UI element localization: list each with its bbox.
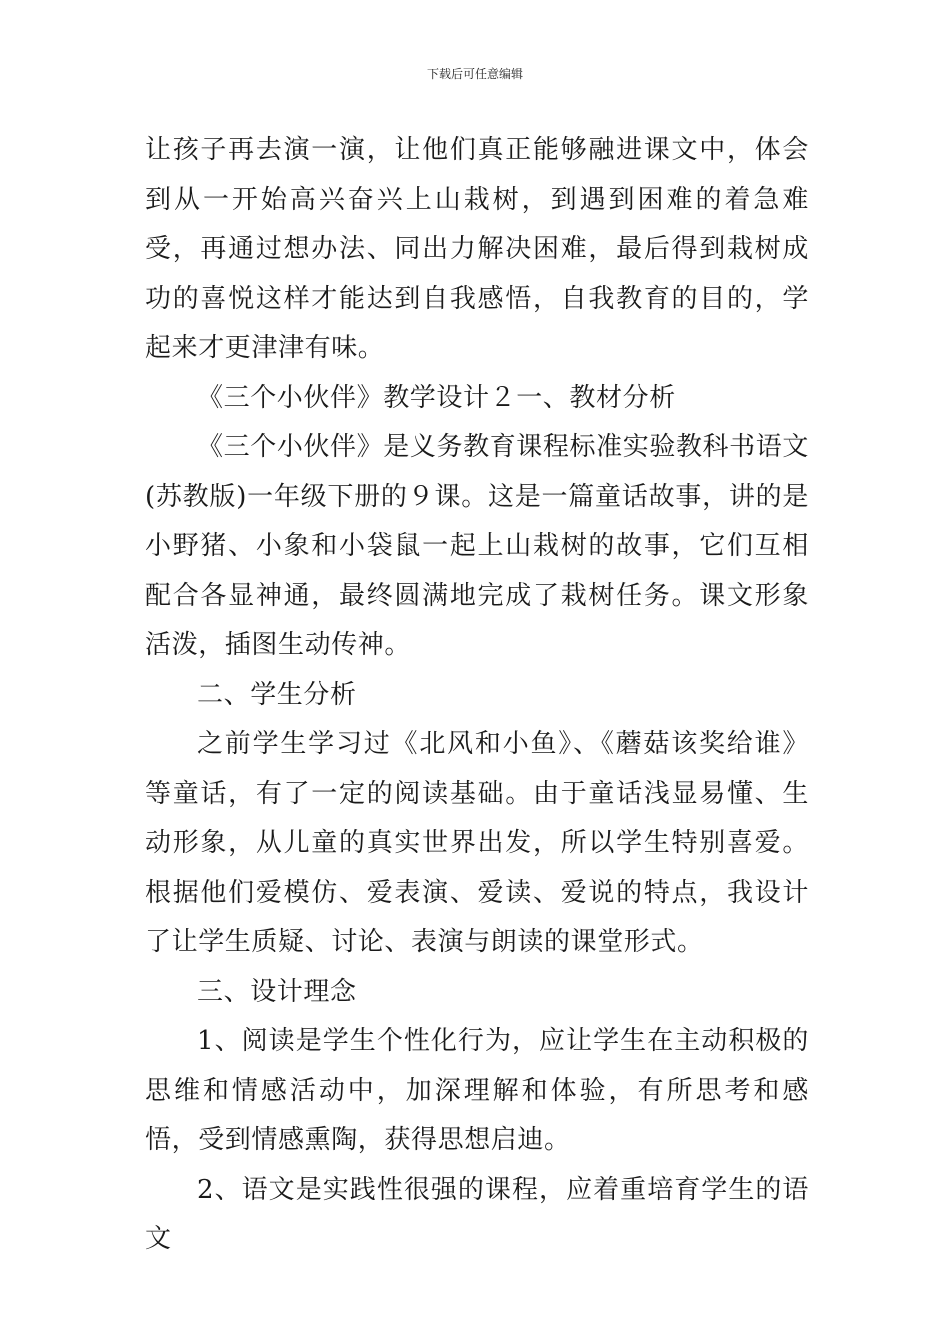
- section-heading-student-analysis: 二、学生分析: [197, 679, 357, 710]
- paragraph-design-concept-2: 2、语文是实践性很强的课程，应着重培育学生的语文: [145, 1174, 809, 1254]
- section-heading-material-analysis: 《三个小伙伴》教学设计２一、教材分析: [197, 382, 676, 413]
- paragraph-design-concept-1: 1、阅读是学生个性化行为，应让学生在主动积极的思维和情感活动中，加深理解和体验，有所思考和感悟，受到情感熏陶，获得思想启迪。: [145, 1026, 809, 1155]
- page-header: 下载后可任意编辑: [426, 67, 523, 81]
- document-body: [145, 126, 809, 1265]
- paragraph-material-analysis: 《三个小伙伴》是义务教育课程标准实验教科书语文(苏教版)一年级下册的９课。这是一篇童话故事，讲的是小野猪、小象和小袋鼠一起上山栽树的故事，它们互相配合各显神通，最终圆满地完成了栽树任务。课文形象活泼，插图生动传神。: [145, 432, 809, 660]
- paragraph-student-analysis: 之前学生学习过《北风和小鱼》、《蘑菇该奖给谁》等童话，有了一定的阅读基础。由于童话浅显易懂、生动形象，从儿童的真实世界出发，所以学生特别喜爱。根据他们爱模仿、爱表演、爱读、爱说的特点，我设计了让学生质疑、讨论、表演与朗读的课堂形式。: [145, 729, 809, 957]
- section-heading-design-concept: 三、设计理念: [197, 976, 357, 1007]
- paragraph-continuation: 让孩子再去演一演，让他们真正能够融进课文中，体会到从一开始高兴奋兴上山栽树，到遇到困难的着急难受，再通过想办法、同出力解决困难，最后得到栽树成功的喜悦这样才能达到自我感悟，自我教育的目的，学起来才更津津有味。: [145, 135, 809, 363]
